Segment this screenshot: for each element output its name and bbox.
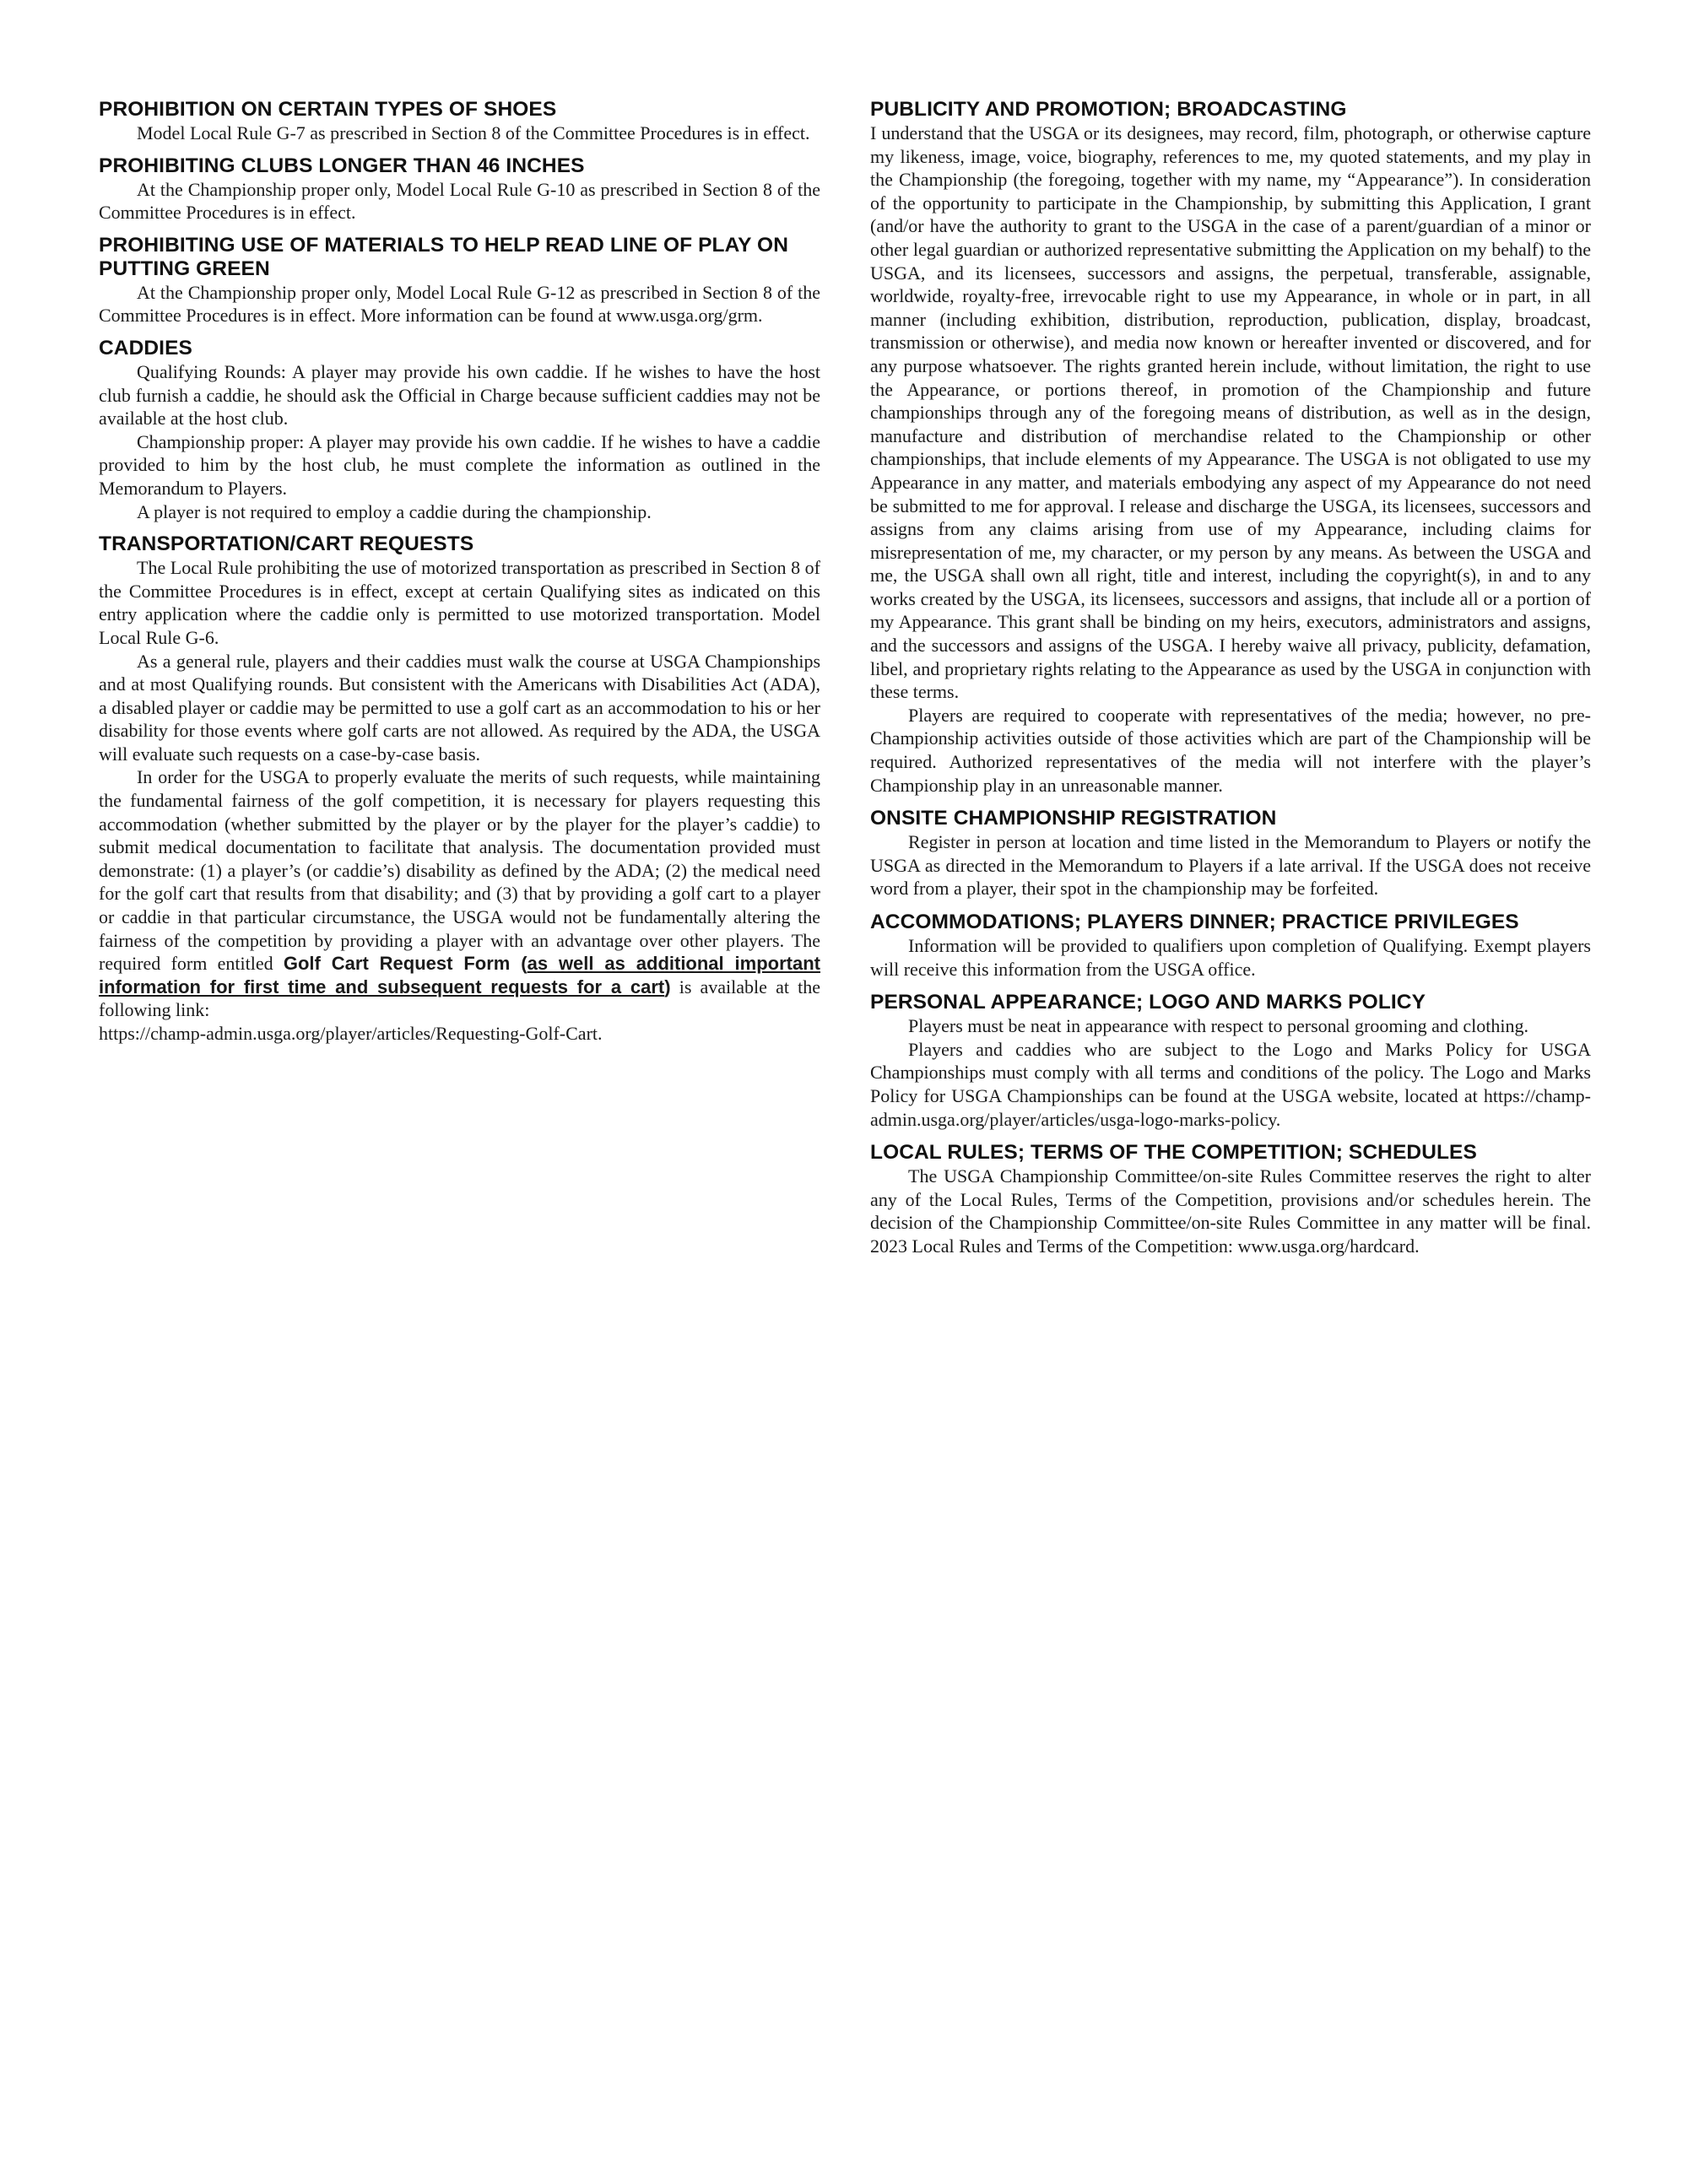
medical-paragraph-tail: is available at the following link: <box>99 976 820 1021</box>
golf-cart-request-form-title: Golf Cart Request Form <box>283 953 511 975</box>
accommodations-heading: ACCOMMODATIONS; PLAYERS DINNER; PRACTICE PRIVILEGES <box>870 911 1519 933</box>
appearance-heading: PERSONAL APPEARANCE; LOGO AND MARKS POLICY <box>870 991 1426 1014</box>
shoes-heading: PROHIBITION ON CERTAIN TYPES OF SHOES <box>99 98 557 121</box>
left-column <box>99 98 820 1046</box>
publicity-heading: PUBLICITY AND PROMOTION; BROADCASTING <box>870 98 1347 121</box>
requesting-golf-cart-url[interactable]: https://champ-admin.usga.org/player/articles/Requesting-Golf-Cart. <box>99 1023 603 1044</box>
accommodations-body: Information will be provided to qualifiers upon completion of Qualifying. Exempt players will receive this information from the USGA office. <box>870 935 1591 980</box>
registration-body: Register in person at location and time listed in the Memorandum to Players or notify the USGA as directed in the Memorandum to Players if a late arrival. If the USGA does not receive word from a player, their spot in the championship may be forfeited. <box>870 831 1591 900</box>
publicity-grant-paragraph: I understand that the USGA or its designees, may record, film, photograph, or otherwise capture my likeness, image, voice, biography, references to me, my quoted statements, and my play in the Championship (the foregoing, together with my name, my “Appearance”). In consideration of the opportunity to participate in the Championship, by submitting this Application, I grant (and/or have the authority to grant to the USGA in the case of a parent/guardian of a minor or other legal guardian or authorized representative submitting the Application on my behalf) to the USGA, and its licensees, successors and assigns, the perpetual, transferable, assignable, worldwide, royalty-free, irrevocable right to use my Appearance, in whole or in part, in all manner (including exhibition, distribution, reproduction, publication, display, broadcast, transmission or otherwise), and media now known or hereafter invented or discovered, and for any purpose whatsoever. The rights granted herein include, without limitation, the right to use the Appearance, or portions thereof, in promotion of the Championship and future championships through any of the foregoing means of distribution, as well as in the design, manufacture and distribution of merchandise related to the Championship or other championships, that include elements of my Appearance. The USGA is not obligated to use my Appearance in any matter, and materials embodying any aspect of my Appearance do not need be submitted to me for approval. I release and discharge the USGA, its licensees, successors and assigns from any claims arising from use of my Appearance, including claims for misrepresentation of me, my character, or my person by any means. As between the USGA and me, the USGA shall own all right, title and interest, including the copyright(s), in and to any works created by the USGA, its licensees, successors and assigns, that include all or a portion of my Appearance. This grant shall be binding on my heirs, executors, administrators and assigns, and the successors and assigns of the USGA. I hereby waive all privacy, publicity, defamation, libel, and proprietary rights relating to the Appearance as used by the USGA in conjunction with these terms. <box>870 122 1591 703</box>
caddies-not-required-paragraph: A player is not required to employ a caddie during the championship. <box>137 500 652 522</box>
requesting-golf-cart-link[interactable] <box>99 1022 820 1046</box>
appearance-grooming-paragraph: Players must be neat in appearance with respect to personal grooming and clothing. <box>908 1015 1528 1037</box>
transportation-ada-paragraph: As a general rule, players and their caddies must walk the course at USGA Championships and at most Qualifying rounds. But consistent with the Americans with Disabilities Act (ADA), a disabled player or caddie may be permitted to use a golf cart as an accommodation to his or her disability for those events where golf carts are not allowed. As required by the ADA, the USGA will evaluate such requests on a case-by-case basis. <box>99 650 820 765</box>
open-paren: ( <box>510 953 528 975</box>
caddies-qualifying-paragraph: Qualifying Rounds: A player may provide his own caddie. If he wishes to have the host club furnish a caddie, he should ask the Official in Charge because sufficient caddies may not be available at the host club. <box>99 360 820 430</box>
transportation-medical-paragraph <box>99 765 820 1022</box>
local-rules-body: The USGA Championship Committee/on-site Rules Committee reserves the right to alter any of the Local Rules, Terms of the Competition, provisions and/or schedules herein. The decision of the Championship Committee/on-site Rules Committee in any matter will be final. 2023 Local Rules and Terms of the Competition: www.usga.org/hardcard. <box>870 1165 1591 1257</box>
transportation-local-rule-paragraph: The Local Rule prohibiting the use of motorized transportation as prescribed in Section 8 of the Committee Procedures is in effect, except at certain Qualifying sites as indicated on this entry application where the caddie only is permitted to use motorized transportation. Model Local Rule G-6. <box>99 557 820 648</box>
registration-heading: ONSITE CHAMPIONSHIP REGISTRATION <box>870 807 1277 830</box>
publicity-media-paragraph: Players are required to cooperate with representatives of the media; however, no pre-Championship activities outside of those activities which are part of the Championship will be required. Authorized representatives of the media will not interfere with the player’s Championship play in an unreasonable manner. <box>870 704 1591 796</box>
caddies-heading: CADDIES <box>99 336 192 359</box>
medical-paragraph-text: In order for the USGA to properly evaluate the merits of such requests, while maintaining the fundamental fairness of the golf competition, it is necessary for players requesting this accommodation (whether submitted by the player or by the player for the player’s caddie) to submit medical documentation to facilitate that analysis. The documentation provided must demonstrate: (1) a player’s (or caddie’s) disability as defined by the ADA; (2) the medical need for the golf cart that results from that disability; and (3) that by providing a golf cart to a player or caddie in that particular circumstance, the USGA would not be fundamentally altering the fairness of the competition by providing a player with an advantage over other players. The required form entitled <box>99 766 820 975</box>
close-paren: ) <box>664 976 671 997</box>
caddies-championship-paragraph: Championship proper: A player may provide his own caddie. If he wishes to have a caddie provided to him by the host club, he must complete the information as outlined in the Memorandum to Players. <box>99 430 820 499</box>
materials-body: At the Championship proper only, Model Local Rule G-12 as prescribed in Section 8 of the Committee Procedures is in effect. More information can be found at www.usga.org/grm. <box>99 281 820 327</box>
clubs-heading: PROHIBITING CLUBS LONGER THAN 46 INCHES <box>99 154 585 177</box>
additional-info-link[interactable]: as well as additional important information for first time and subsequent requests for a cart <box>99 953 820 997</box>
clubs-body: At the Championship proper only, Model Local Rule G-10 as prescribed in Section 8 of the Committee Procedures is in effect. <box>99 178 820 224</box>
local-rules-heading: LOCAL RULES; TERMS OF THE COMPETITION; SCHEDULES <box>870 1141 1477 1165</box>
appearance-logo-policy-paragraph: Players and caddies who are subject to the Logo and Marks Policy for USGA Championships must comply with all terms and conditions of the policy. The Logo and Marks Policy for USGA Championships can be found at the USGA website, located at https://champ-admin.usga.org/player/articles/usga-logo-marks-policy. <box>870 1038 1591 1130</box>
right-column <box>870 98 1591 1258</box>
shoes-body: Model Local Rule G-7 as prescribed in Section 8 of the Committee Procedures is in effect. <box>137 122 810 143</box>
transportation-heading: TRANSPORTATION/CART REQUESTS <box>99 532 474 556</box>
materials-heading: PROHIBITING USE OF MATERIALS TO HELP READ LINE OF PLAY ON PUTTING GREEN <box>99 233 788 280</box>
